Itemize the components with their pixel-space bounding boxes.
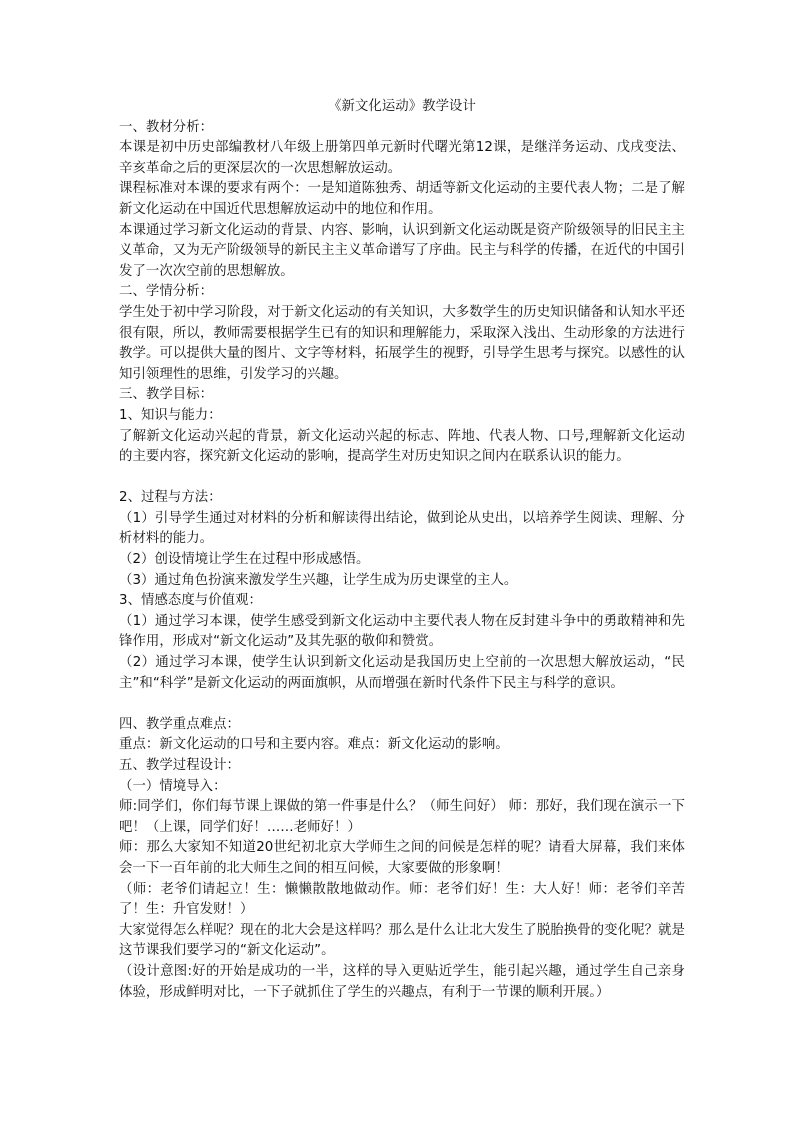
- subheading: 1、知识与能力：: [119, 407, 222, 423]
- paragraph: 课程标准对本课的要求有两个：一是知道陈独秀、胡适等新文化运动的主要代表人物；二是了解新文化运动在中国近代思想解放运动中的地位和作用。: [119, 181, 685, 217]
- paragraph: 本课通过学习新文化运动的背景、内容、影响，认识到新文化运动既是资产阶级领导的旧民主主义革命，又为无产阶级领导的新民主主义革命谱写了序曲。民主与科学的传播，在近代的中国引发了一次次空前的思想解放。: [119, 222, 685, 279]
- paragraph: 了解新文化运动兴起的背景，新文化运动兴起的标志、阵地、代表人物、口号,理解新文化运动的主要内容，探究新文化运动的影响，提高学生对历史知识之间内在联系认识的能力。: [119, 428, 685, 465]
- paragraph: （1）引导学生通过对材料的分析和解读得出结论，做到论从史出，以培养学生阅读、理解、分析材料的能力。: [119, 510, 685, 547]
- subheading: 2、过程与方法：: [119, 490, 222, 506]
- paragraph: 重点：新文化运动的口号和主要内容。难点：新文化运动的影响。: [119, 737, 509, 753]
- blank-line: [119, 468, 685, 489]
- paragraph: 师：那么大家知不知道20世纪初北京大学师生之间的问候是怎样的呢？请看大屏幕，我们来体会一下一百年前的北大师生之间的相互问候，大家要做的形象啊！: [119, 840, 685, 876]
- section-heading: 一、教材分析：: [119, 119, 214, 135]
- paragraph: 学生处于初中学习阶段，对于新文化运动的有关知识，大多数学生的历史知识储备和认知水平还很有限，所以，教师需要根据学生已有的知识和理解能力，采取深入浅出、生动形象的方法进行教学。可以提供大量的图片、文字等材料，拓展学生的视野，引导学生思考与探究。以感性的认知引领理性的思维，引发学习的兴趣。: [119, 304, 685, 382]
- paragraph: （1）通过学习本课，使学生感受到新文化运动中主要代表人物在反封建斗争中的勇敢精神和先锋作用，形成对“新文化运动”及其先驱的敬仰和赞赏。: [119, 613, 685, 650]
- section-heading: 二、学情分析：: [119, 284, 214, 300]
- document-title: 《新文化运动》教学设计: [328, 99, 476, 114]
- paragraph: 师:同学们，你们每节课上课做的第一件事是什么？（师生问好） 师：那好，我们现在演示一下吧！（上课，同学们好！……老师好！）: [119, 799, 685, 835]
- paragraph: （设计意图:好的开始是成功的一半，这样的导入更贴近学生，能引起兴趣，通过学生自己亲身体验，形成鲜明对比，一下子就抓住了学生的兴趣点，有利于一节课的顺利开展。）: [119, 963, 685, 1000]
- paragraph: 大家觉得怎么样呢？现在的北大会是这样吗？那么是什么让北大发生了脱胎换骨的变化呢？就是这节课我们要学习的“新文化运动”。: [119, 922, 685, 959]
- blank-line: [119, 694, 685, 715]
- section-heading: 三、教学目标：: [119, 387, 214, 403]
- subheading: 3、情感态度与价值观：: [119, 593, 262, 609]
- paragraph: （2）创设情境让学生在过程中形成感悟。: [119, 552, 370, 568]
- paragraph: （师：老爷们请起立！生：懒懒散散地做动作。师：老爷们好！生：大人好！师：老爷们辛苦了！生：升官发财！）: [119, 881, 685, 918]
- section-heading: 五、教学过程设计：: [119, 758, 240, 773]
- paragraph: 本课是初中历史部编教材八年级上册第四单元新时代曙光第12课，是继洋务运动、戊戌变法、辛亥革命之后的更深层次的一次思想解放运动。: [119, 140, 685, 176]
- paragraph: （2）通过学习本课，使学生认识到新文化运动是我国历史上空前的一次思想大解放运动，“民主”和“科学”是新文化运动的两面旗帜，从而增强在新时代条件下民主与科学的意识。: [119, 655, 685, 691]
- paragraph: （3）通过角色扮演来激发学生兴趣，让学生成为历史课堂的主人。: [119, 572, 518, 588]
- document-page: [119, 97, 685, 1003]
- section-heading: 四、教学重点难点：: [119, 716, 240, 732]
- subheading: （一）情境导入：: [119, 778, 227, 794]
